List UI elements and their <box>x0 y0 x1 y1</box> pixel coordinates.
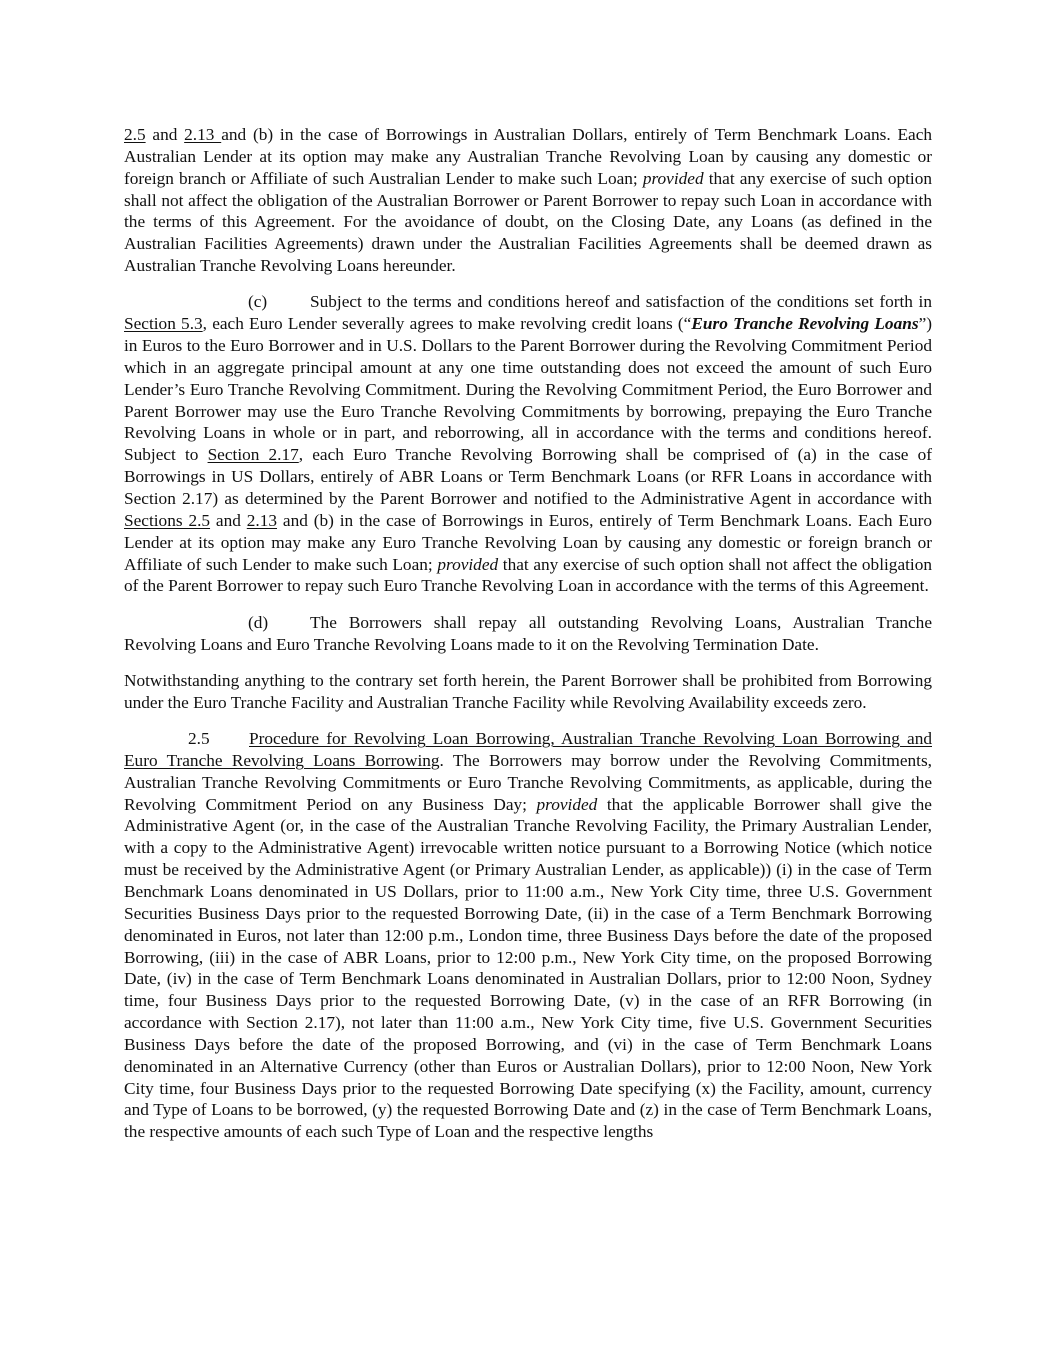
cross-reference-section-2-5[interactable]: 2.5 <box>124 125 146 144</box>
provided-term: provided <box>437 554 499 574</box>
defined-term-euro-tranche-revolving-loans: Euro Tranche Revolving Loans <box>691 314 919 334</box>
section-number: 2.5 <box>188 729 210 749</box>
section-2-5: 2.5 Procedure for Revolving Loan Borrowing, Australian Tranche Revolving Loan Borrowing and Euro Tranche Revolving Loans Borrowing. The Borrowers may borrow under the Revolving Commitments, Australian Tranche Revolving Commitments or Euro Tranche Revolving Commitments, as applicable, during the Revolving Commitment Period on any Business Day; provided that the applicable Borrower shall give the Administrative Agent (or, in the case of the Australian Tranche Revolving Facility, the Primary Australian Lender, with a copy to the Administrative Agent) irrevocable written notice pursuant to a Borrowing Notice (which notice must be received by the Administrative Agent (or Primary Australian Lender, as applicable)) (i) in the case of Term Benchmark Loans denominated in US Dollars, prior to 11:00 a.m., New York City time, three U.S. Government Securities Business Days prior to the requested Borrowing Date, (ii) in the case of a Term Benchmark Borrowing denominated in Euros, not later than 12:00 p.m., London time, three Business Days before the date of the proposed Borrowing, (iii) in the case of ABR Loans, prior to 12:00 p.m., New York City time, on the proposed Borrowing Date, (iv) in the case of Term Benchmark Loans denominated in Australian Dollars, prior to 12:00 Noon, Sydney time, four Business Days prior to the requested Borrowing Date, (v) in the case of an RFR Borrowing (in accordance with Section 2.17), not later than 11:00 a.m., New York City time, five U.S. Government Securities Business Days before the date of the proposed Borrowing, and (vi) in the case of Term Benchmark Loans denominated in an Alternative Currency (other than Euros or Australian Dollars), prior to 12:00 Noon, New York City time, four Business Days prior to the requested Borrowing Date specifying (x) the Facility, amount, currency and Type of Loans to be borrowed, (y) the requested Borrowing Date and (z) in the case of Term Benchmark Loans, the respective amounts of each such Type of Loan and the respective lengths <box>124 729 933 1142</box>
cross-reference-section-2-13[interactable]: 2.13 <box>246 510 278 530</box>
section-heading: Procedure for Revolving Loan Borrowing, Australian Tranche Revolving Loan Borrowing and Euro Tranche Revolving Loans Borrowing <box>124 729 932 770</box>
cross-reference-section-5-3[interactable]: Section 5.3 <box>124 314 203 334</box>
paragraph-notwithstanding: Notwithstanding anything to the contrary set forth herein, the Parent Borrower shall be prohibited from Borrowing under the Euro Tranche Facility and Australian Tranche Facility while Revolving Availability exceeds zero. <box>124 670 932 712</box>
provided-term: provided <box>642 168 704 188</box>
paragraph-d-label: (d) <box>248 612 269 632</box>
document-page <box>124 124 932 1158</box>
cross-reference-section-2-17[interactable]: Section 2.17 <box>207 445 299 465</box>
provided-term: provided <box>536 794 598 814</box>
paragraph-b-continuation: 2.5 and 2.13 and (b) in the case of Borrowings in Australian Dollars, entirely of Term Benchmark Loans. Each Australian Lender at its option may make any Australian Tranche Revolving Loan by causing any domestic or foreign branch or Affiliate of such Australian Lender to make such Loan; provided that any exercise of such option shall not affect the obligation of the Australian Borrower or Parent Borrower to repay such Loan in accordance with the terms of this Agreement. For the avoidance of doubt, on the Closing Date, any Loans (as defined in the Australian Facilities Agreements) drawn under the Australian Facilities Agreements shall be deemed drawn as Australian Tranche Revolving Loans hereunder. <box>124 125 933 276</box>
paragraph-c-label: (c) <box>248 292 268 312</box>
cross-reference-section-2-13[interactable]: 2.13 <box>184 125 222 144</box>
paragraph-d: (d) The Borrowers shall repay all outstanding Revolving Loans, Australian Tranche Revolving Loans and Euro Tranche Revolving Loans made to it on the Revolving Termination Date. <box>124 612 932 654</box>
paragraph-c: (c) Subject to the terms and conditions hereof and satisfaction of the conditions set forth in Section 5.3, each Euro Lender severally agrees to make revolving credit loans (“Euro Tranche Revolving Loans”) in Euros to the Euro Borrower and in U.S. Dollars to the Parent Borrower during the Revolving Commitment Period which in an aggregate principal amount at any one time outstanding does not exceed the amount of such Euro Lender’s Euro Tranche Revolving Commitment. During the Revolving Commitment Period, the Euro Borrower and Parent Borrower may use the Euro Tranche Revolving Commitments by borrowing, prepaying the Euro Tranche Revolving Loans in whole or in part, and reborrowing, all in accordance with the terms and conditions hereof. Subject to Section 2.17, each Euro Tranche Revolving Borrowing shall be comprised of (a) in the case of Borrowings in US Dollars, entirely of ABR Loans or Term Benchmark Loans (or RFR Loans in accordance with Section 2.17) as determined by the Parent Borrower and notified to the Administrative Agent in accordance with Sections 2.5 and 2.13 and (b) in the case of Borrowings in Euros, entirely of Term Benchmark Loans. Each Euro Lender at its option may make any Euro Tranche Revolving Loan by causing any domestic or foreign branch or Affiliate of such Lender to make such Loan; provided that any exercise of such option shall not affect the obligation of the Parent Borrower to repay such Euro Tranche Revolving Loan in accordance with the terms of this Agreement. <box>124 292 933 596</box>
cross-reference-sections-2-5[interactable]: Sections 2.5 <box>124 510 211 530</box>
